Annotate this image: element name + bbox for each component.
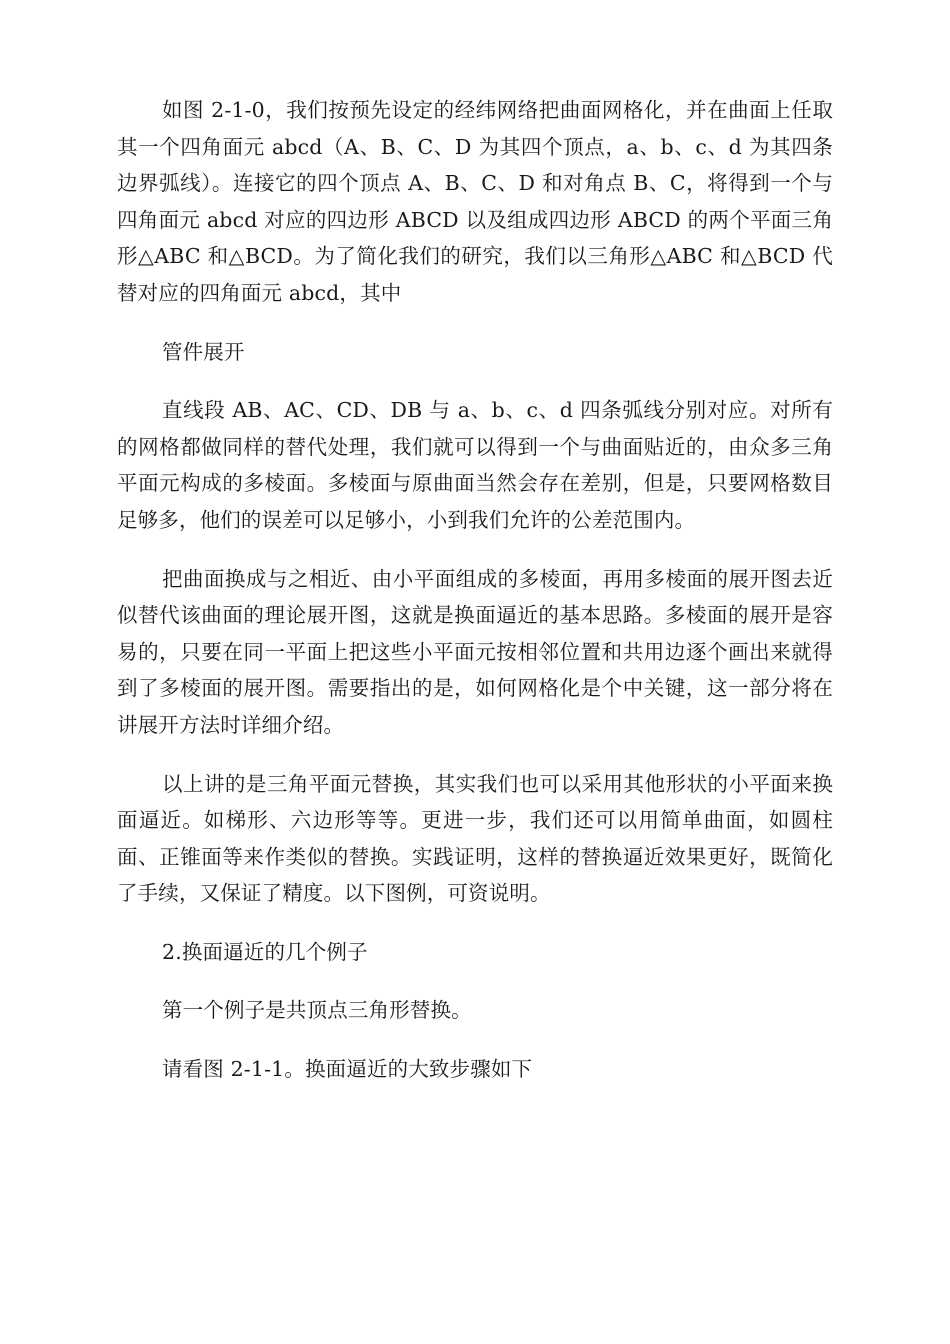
paragraph-intro: 如图 2-1-0，我们按预先设定的经纬网络把曲面网格化，并在曲面上任取其一个四角面元 abcd（A、B、C、D 为其四个顶点，a、b、c、d 为其四条边界弧线）。连接它的四个顶点 A、B、C、D 和对角点 B、C，将得到一个与四角面元 abcd 对应的四边形 ABCD 以及组成四边形 ABCD 的两个平面三角形△ABC 和△BCD。为了简化我们的研究，我们以三角形△ABC 和△BCD 代替对应的四角面元 abcd，其中 xyxy=(117,98,833,305)
paragraph-line-segments: 直线段 AB、AC、CD、DB 与 a、b、c、d 四条弧线分别对应。对所有的网格都做同样的替代处理，我们就可以得到一个与曲面贴近的，由众多三角平面元构成的多棱面。多棱面与原曲面当然会存在差别，但是，只要网格数目足够多，他们的误差可以足够小，小到我们允许的公差范围内。 xyxy=(117,398,833,532)
paragraph-first-example: 第一个例子是共顶点三角形替换。 xyxy=(162,998,472,1023)
paragraph-section-heading-examples: 2.换面逼近的几个例子 xyxy=(162,939,368,964)
paragraph-see-figure: 请看图 2-1-1。换面逼近的大致步骤如下 xyxy=(162,1057,533,1082)
paragraph-basic-idea: 把曲面换成与之相近、由小平面组成的多棱面，再用多棱面的展开图去近似替代该曲面的理论展开图，这就是换面逼近的基本思路。多棱面的展开是容易的，只要在同一平面上把这些小平面元按相邻位置和共用边逐个画出来就得到了多棱面的展开图。需要指出的是，如何网格化是个中关键，这一部分将在讲展开方法时详细介绍。 xyxy=(117,566,833,737)
paragraph-other-shapes: 以上讲的是三角平面元替换，其实我们也可以采用其他形状的小平面来换面逼近。如梯形、六边形等等。更进一步，我们还可以用简单曲面，如圆柱面、正锥面等来作类似的替换。实践证明，这样的替换逼近效果更好，既简化了手续，又保证了精度。以下图例，可资说明。 xyxy=(117,771,833,906)
document-body xyxy=(117,92,833,1110)
paragraph-heading-pipe-unfolding: 管件展开 xyxy=(162,339,245,364)
